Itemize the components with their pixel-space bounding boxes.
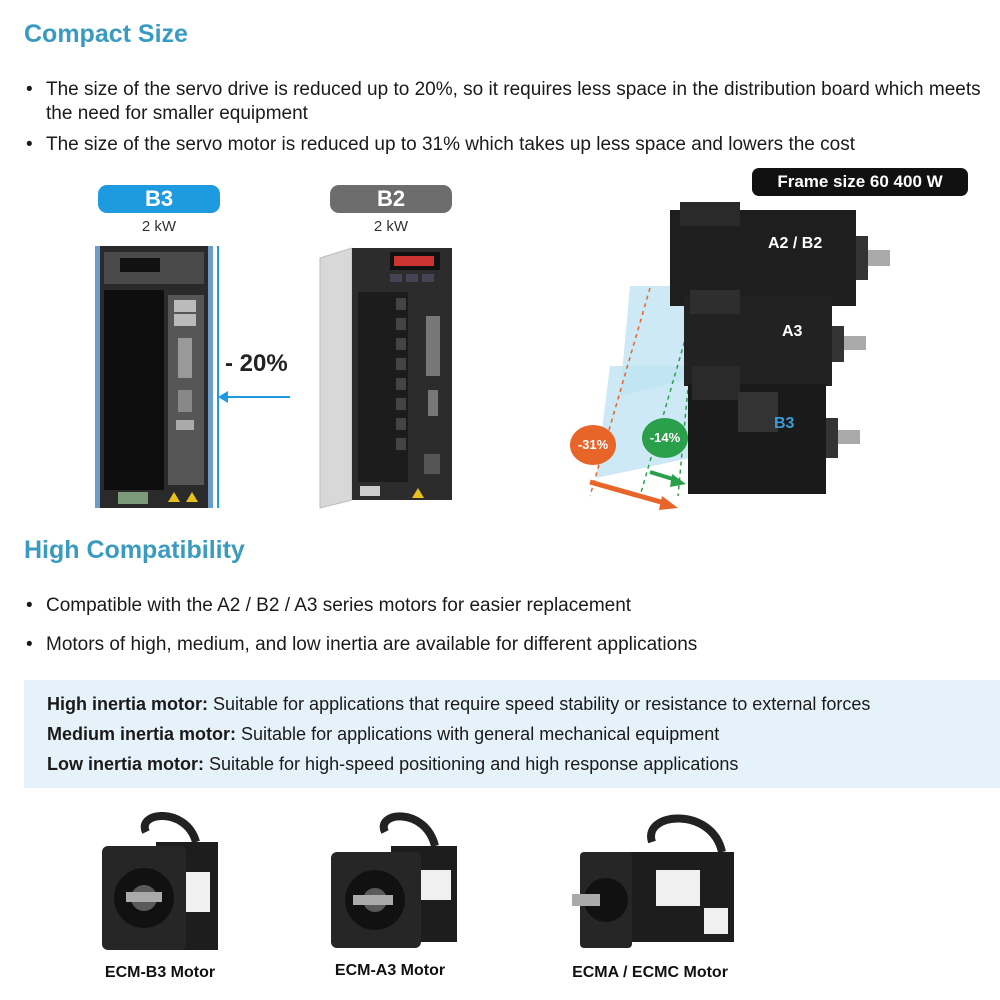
motor-size-illustration (560, 196, 900, 512)
compat-bullet-inertia: • Motors of high, medium, and low inertia are available for different applications (24, 633, 984, 657)
b2-drive-image (320, 248, 452, 508)
medium-inertia-text: Suitable for applications with general mechanical equipment (236, 724, 720, 744)
ecm-a3-motor-image (325, 812, 465, 952)
motor-reduction-14-badge: -14% (642, 418, 688, 458)
ecm-b3-motor-image (96, 812, 226, 952)
b3-tag: B3 (98, 185, 220, 213)
ecm-b3-caption: ECM-B3 Motor (104, 964, 216, 981)
motor-label-a2-b2: A2 / B2 (768, 235, 823, 252)
b3-power-label: 2 kW (141, 218, 177, 235)
compact-size-heading: Compact Size (24, 20, 188, 48)
b2-tag: B2 (330, 185, 452, 213)
low-inertia-text: Suitable for high-speed positioning and high response applications (204, 754, 739, 774)
compact-bullet-drive: • The size of the servo drive is reduced up to 20%, so it requires less space in the distribution board which meets the need for smaller equipment (24, 78, 984, 126)
motor-label-a3: A3 (782, 323, 803, 340)
compact-bullet-motor: • The size of the servo motor is reduced up to 31% which takes up less space and lowers the cost (24, 133, 984, 157)
compat-bullet-list (24, 594, 984, 657)
motor-label-b3: B3 (774, 415, 795, 432)
motor-reduction-31-badge: -31% (570, 425, 616, 465)
high-compatibility-heading: High Compatibility (24, 536, 245, 564)
frame-size-badge: Frame size 60 400 W (752, 168, 968, 196)
high-inertia-text: Suitable for applications that require speed stability or resistance to external forces (208, 694, 871, 714)
ecm-a3-caption: ECM-A3 Motor (334, 962, 446, 979)
b3-drive-image (95, 246, 213, 508)
high-inertia-line (47, 694, 870, 715)
ecma-ecmc-motor-image (572, 812, 742, 952)
high-inertia-label: High inertia motor: (47, 694, 208, 714)
b2-power-label: 2 kW (373, 218, 409, 235)
low-inertia-label: Low inertia motor: (47, 754, 204, 774)
medium-inertia-label: Medium inertia motor: (47, 724, 237, 744)
drive-reduction-label: - 20% (225, 350, 288, 377)
ecma-ecmc-caption: ECMA / ECMC Motor (572, 964, 728, 981)
compact-bullet-list (24, 78, 984, 157)
compat-bullet-replacement: • Compatible with the A2 / B2 / A3 series motors for easier replacement (24, 594, 984, 618)
medium-inertia-line (47, 724, 719, 745)
low-inertia-line (47, 754, 738, 775)
